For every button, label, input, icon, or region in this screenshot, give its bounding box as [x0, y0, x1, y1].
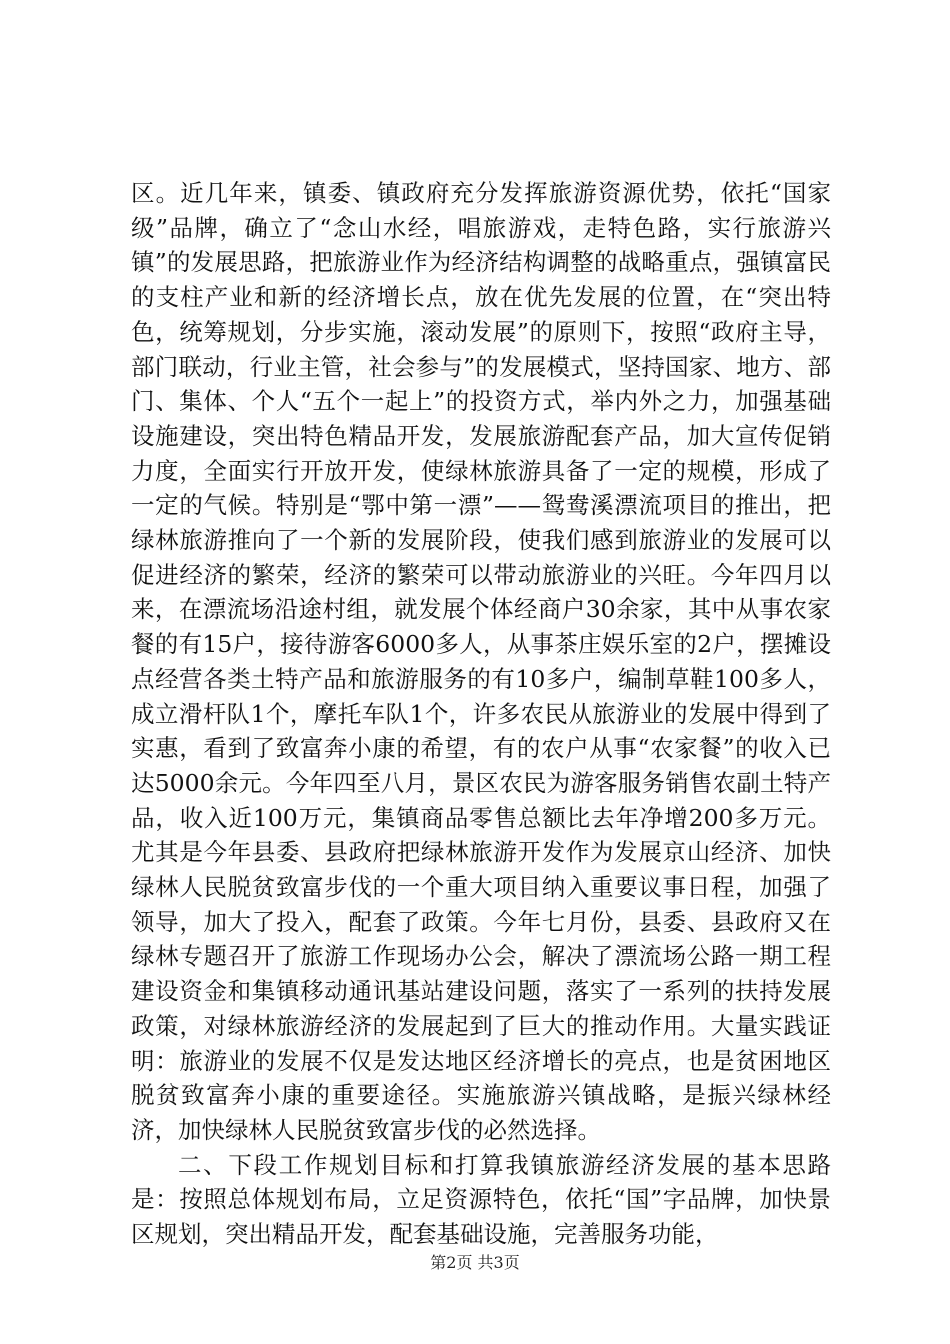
paragraph-work-plan: 二、下段工作规划目标和打算我镇旅游经济发展的基本思路是：按照总体规划布局，立足资源特色，依托“国”字品牌，加快景区规划，突出精品开发，配套基础设施，完善服务功能，	[131, 1150, 831, 1249]
page-footer: 第2页 共3页	[430, 1253, 520, 1272]
paragraph-tourism-achievements: 区。近几年来，镇委、镇政府充分发挥旅游资源优势，依托“国家级”品牌，确立了“念山水经，唱旅游戏，走特色路，实行旅游兴镇”的发展思路，把旅游业作为经济结构调整的战略重点，强镇富民的支柱产业和新的经济增长点，放在优先发展的位置，在“突出特色，统筹规划，分步实施，滚动发展”的原则下，按照“政府主导，部门联动，行业主管，社会参与”的发展模式，坚持国家、地方、部门、集体、个人“五个一起上”的投资方式，举内外之力，加强基础设施建设，突出特色精品开发，发展旅游配套产品，加大宣传促销力度，全面实行开放开发，使绿林旅游具备了一定的规模，形成了一定的气候。特别是“鄂中第一漂”——鸳鸯溪漂流项目的推出，把绿林旅游推向了一个新的发展阶段，使我们感到旅游业的发展可以促进经济的繁荣，经济的繁荣可以带动旅游业的兴旺。今年四月以来，在漂流场沿途村组，就发展个体经商户30余家，其中从事农家餐的有15户，接待游客6000多人，从事茶庄娱乐室的2户，摆摊设点经营各类土特产品和旅游服务的有10多户，编制草鞋100多人，成立滑杆队1个，摩托车队1个，许多农民从旅游业的发展中得到了实惠，看到了致富奔小康的希望，有的农户从事“农家餐”的收入已达5000余元。今年四至八月，景区农民为游客服务销售农副土特产品，收入近100万元，集镇商品零售总额比去年净增200多万元。尤其是今年县委、县政府把绿林旅游开发作为发展京山经济、加快绿林人民脱贫致富步伐的一个重大项目纳入重要议事日程，加强了领导，加大了投入，配套了政策。今年七月份，县委、县政府又在绿林专题召开了旅游工作现场办公会，解决了漂流场公路一期工程建设资金和集镇移动通讯基站建设问题，落实了一系列的扶持发展政策，对绿林旅游经济的发展起到了巨大的推动作用。大量实践证明：旅游业的发展不仅是发达地区经济增长的亮点，也是贫困地区脱贫致富奔小康的重要途径。实施旅游兴镇战略，是振兴绿林经济，加快绿林人民脱贫致富步伐的必然选择。	[131, 179, 831, 1144]
body-text	[131, 176, 831, 1252]
